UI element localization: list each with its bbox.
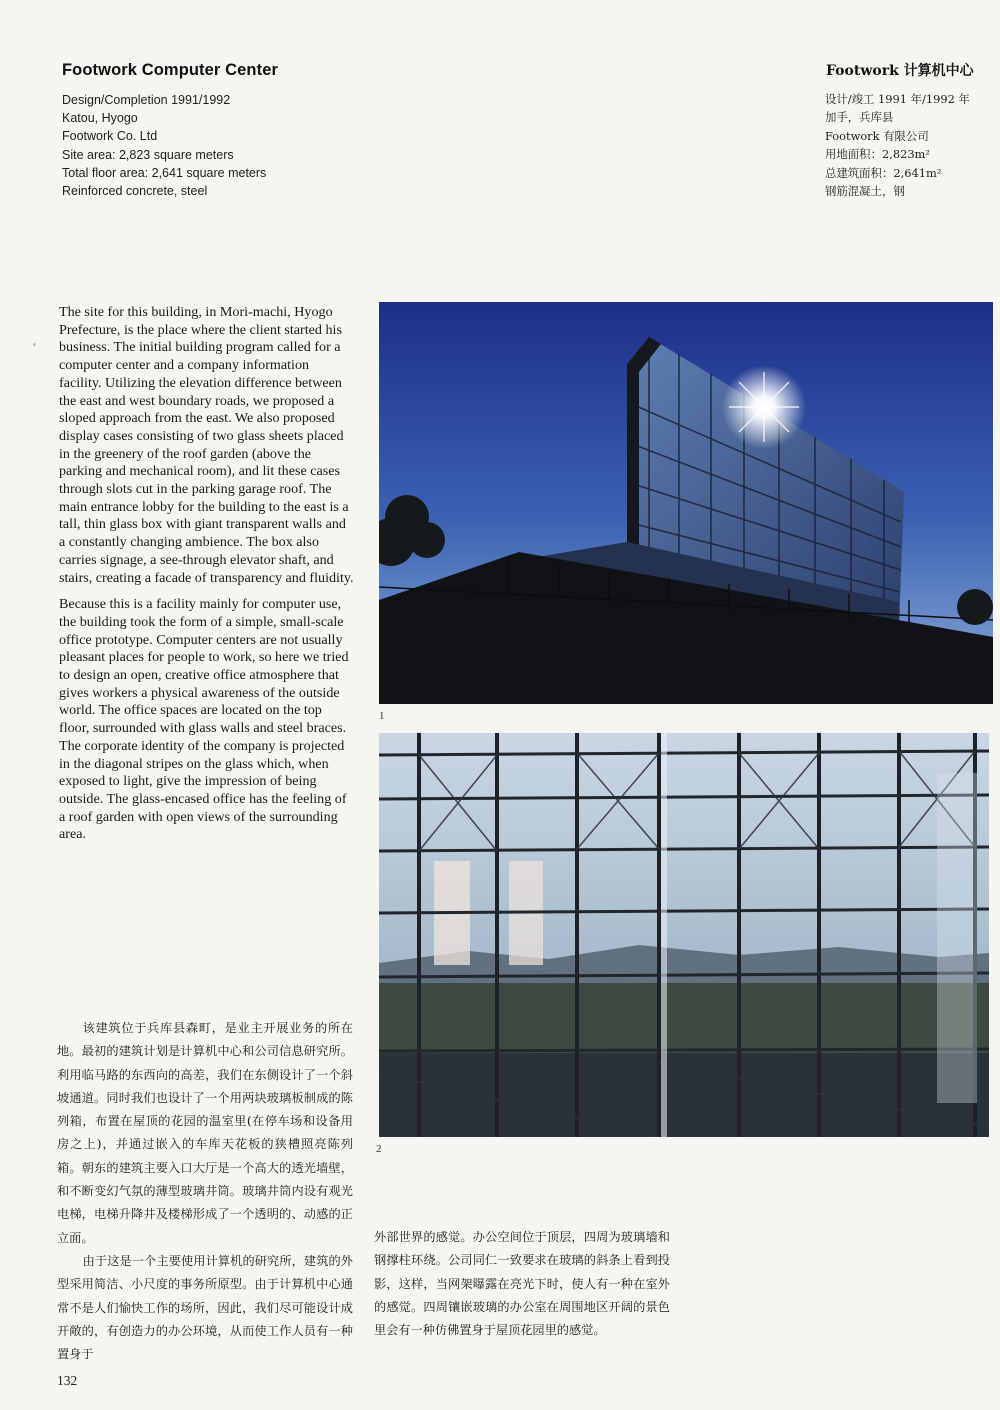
- fact-client: Footwork Co. Ltd: [62, 129, 158, 144]
- zh-fact-site-area: 用地面积：2,823m²: [825, 147, 930, 162]
- fact-floor-area: Total floor area: 2,641 square meters: [62, 165, 267, 180]
- chinese-paragraph-2: 由于这是一个主要使用计算机的研究所，建筑的外型采用简洁、小尺度的事务所原型。由于计算机中心通常不是人们愉快工作的场所，因此，我们尽可能设计成开敞的，有创造力的办公环境，从而使工作人员有一种置身于: [57, 1253, 353, 1362]
- fact-design-completion: Design/Completion 1991/1992: [62, 93, 231, 107]
- zh-fact-structure: 钢筋混凝土，钢: [825, 184, 905, 199]
- english-paragraph-1: The site for this building, in Mori-machi, Hyogo Prefecture, is the place where the client started his business. The initial building program called for a computer center and a company information facility. Utilizing the elevation difference between the east and west boundary roads, we proposed a sloped approach from the east. We also proposed display cases consisting of two glass sheets placed in the greenery of the roof garden (above the parking and mechanical room), and lit these cases through slots cut in the parking garage roof. The main entrance lobby for the building to the east is a tall, thin glass box with giant transparent walls and a constantly changing ambience. The box also carries signage, a see-through elevator shaft, and stairs, creating a facade of transparency and fluidity.: [59, 304, 354, 586]
- zh-fact-floor-area: 总建筑面积：2,641m²: [825, 165, 942, 180]
- chinese-title: Footwork 计算机中心: [826, 63, 974, 79]
- chinese-paragraph-2-continued: 外部世界的感觉。办公空间位于顶层，四周为玻璃墙和钢撑柱环绕。公司同仁一致要求在玻璃的斜条上看到投影，这样，当网架曝露在亮光下时，使人有一种在室外的感觉。四周镶嵌玻璃的办公室在周围地区开阔的景色里会有一种仿佛置身于屋顶花园里的感觉。: [374, 1230, 670, 1338]
- english-project-facts: [62, 91, 382, 200]
- zh-fact-location: 加手，兵库县: [825, 110, 894, 125]
- chinese-body-column-1: [57, 1017, 353, 1366]
- chinese-project-facts: [825, 90, 997, 200]
- photo-glass-facade-interior: [379, 733, 989, 1137]
- zh-fact-design-completion: 设计/竣工 1991 年/1992 年: [825, 92, 970, 106]
- figure-1-label: 1: [379, 710, 385, 722]
- photo-exterior-glass-tower: [379, 302, 993, 704]
- fact-structure: Reinforced concrete, steel: [62, 184, 208, 199]
- zh-fact-client: Footwork 有限公司: [825, 128, 929, 143]
- margin-dot: [33, 343, 36, 346]
- chinese-paragraph-1: 该建筑位于兵库县森町，是业主开展业务的所在地。最初的建筑计划是计算机中心和公司信息研究所。利用临马路的东西向的高差，我们在东侧设计了一个斜坡通道。同时我们也设计了一个用两块玻璃板制成的陈列箱，布置在屋顶的花园的温室里(在停车场和设备用房之上)，并通过嵌入的车库天花板的狭槽照亮陈列箱。朝东的建筑主要入口大厅是一个高大的透光墙壁，和不断变幻气氛的薄型玻璃井筒。玻璃井筒内设有观光电梯，电梯升降井及楼梯形成了一个透明的、动感的正立面。: [57, 1021, 353, 1245]
- english-body: [59, 304, 355, 853]
- figure-2-label: 2: [376, 1143, 382, 1155]
- fact-site-area: Site area: 2,823 square meters: [62, 147, 234, 162]
- english-title: Footwork Computer Center: [62, 61, 278, 79]
- fact-location: Katou, Hyogo: [62, 111, 138, 126]
- chinese-body-column-2: [374, 1226, 670, 1342]
- english-paragraph-2: Because this is a facility mainly for computer use, the building took the form of a simple, small-scale office prototype. Computer centers are not usually pleasant places for people to work, so here we tried to design an open, creative office atmosphere that gives workers a physical awareness of the outside world. The office spaces are located on the top floor, surrounded with glass walls and steel braces. The corporate identity of the company is projected in the diagonal stripes on the glass which, when exposed to light, give the impression of being outside. The glass-encased office has the feeling of a roof garden with open views of the surrounding area.: [59, 596, 349, 843]
- page-number: 132: [57, 1373, 78, 1388]
